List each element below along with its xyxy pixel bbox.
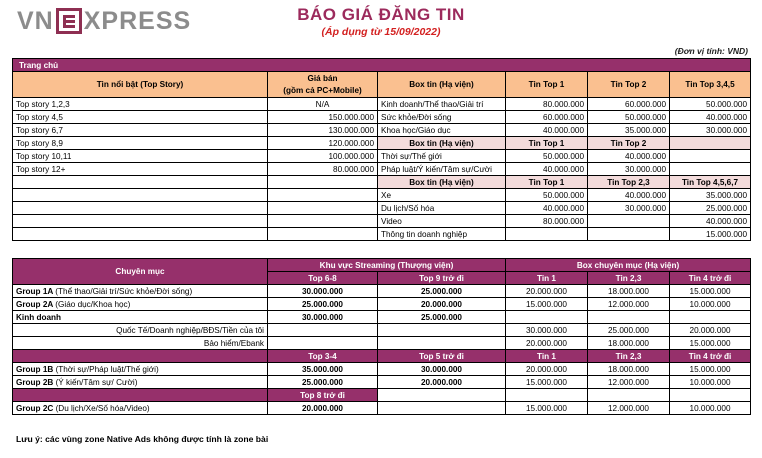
- subheader-3-tin23: [588, 389, 670, 402]
- table1-band-row: [13, 59, 751, 72]
- cell-box-tin-3: 15.000.000: [670, 337, 751, 350]
- cell-streaming-b: 25.000.000: [378, 311, 506, 324]
- cell-chuyen-muc: [13, 324, 268, 337]
- group-desc: (Giáo dục/Khoa học): [55, 299, 131, 309]
- cell-box-tin-3: 10.000.000: [670, 376, 751, 389]
- cell-chuyen-muc: [13, 298, 268, 311]
- cell-streaming-b: 25.000.000: [378, 285, 506, 298]
- cell-top-story: Top story 1,2,3: [13, 98, 268, 111]
- logo-e-icon: [56, 8, 82, 34]
- category-pricing-table: [12, 258, 751, 415]
- cell-gia-ban: [268, 202, 378, 215]
- cell-tin-top-2: 40.000.000: [588, 189, 670, 202]
- cell-box-tin: Pháp luật/Ý kiến/Tâm sự/Cười: [378, 163, 506, 176]
- cell-top-story: Top story 4,5: [13, 111, 268, 124]
- cell-gia-ban: 150.000.000: [268, 111, 378, 124]
- subheader-box-tin: Box tin (Hạ viện): [378, 176, 506, 189]
- cell-streaming-a: 20.000.000: [268, 402, 378, 415]
- cell-tin-top-345: [670, 163, 751, 176]
- table-row: [13, 137, 751, 150]
- cell-chuyen-muc: [13, 285, 268, 298]
- header-chuyen-muc: Chuyên mục: [13, 259, 268, 285]
- cell-tin-top-1: 50.000.000: [506, 189, 588, 202]
- cell-tin-top-1: 40.000.000: [506, 163, 588, 176]
- header-tin-top-1: Tin Top 1: [506, 72, 588, 98]
- subheader-tin-top-rest: Tin Top 4,5,6,7: [670, 176, 751, 189]
- table-row: [13, 228, 751, 241]
- subheader-1-top68: Top 6-8: [268, 272, 378, 285]
- group-desc: (Thời sự/Pháp luật/Thế giới): [55, 364, 159, 374]
- cell-tin-top-2: [588, 215, 670, 228]
- table-row: [13, 98, 751, 111]
- page-subtitle: (Áp dụng từ 15/09/2022): [321, 26, 441, 39]
- cell-box-tin-1: 30.000.000: [506, 324, 588, 337]
- cell-gia-ban: [268, 228, 378, 241]
- cell-streaming-b: 20.000.000: [378, 376, 506, 389]
- cell-box-tin-1: 20.000.000: [506, 363, 588, 376]
- header-gia-ban-line1: Giá bán: [268, 72, 378, 85]
- cell-tin-top-2: 40.000.000: [588, 150, 670, 163]
- group-desc: (Du lịch/Xe/Số hóa/Video): [55, 403, 150, 413]
- page-header: [0, 0, 762, 48]
- cell-box-tin-2: [588, 311, 670, 324]
- cell-box-tin: Xe: [378, 189, 506, 202]
- cell-tin-top-345: 35.000.000: [670, 189, 751, 202]
- logo-text-vn: VN: [17, 6, 54, 35]
- table1-body: [13, 98, 751, 241]
- group-name: Group 1B: [16, 364, 56, 374]
- header-tin-noi-bat: Tin nổi bật (Top Story): [13, 72, 268, 98]
- subheader-3-streaming-a: Top 8 trở đi: [268, 389, 378, 402]
- group-desc: Quốc Tế/Doanh nghiệp/BĐS/Tiền của tôi: [116, 325, 264, 335]
- table-row: [13, 376, 751, 389]
- group-name: Kinh doanh: [16, 312, 62, 322]
- cell-chuyen-muc: [13, 363, 268, 376]
- cell-streaming-b: [378, 324, 506, 337]
- cell-top-story: Top story 10,11: [13, 150, 268, 163]
- cell-top-story: Top story 12+: [13, 163, 268, 176]
- subheader-tin-top-1: Tin Top 1: [506, 137, 588, 150]
- cell-streaming-a: 35.000.000: [268, 363, 378, 376]
- cell-tin-top-1: 40.000.000: [506, 124, 588, 137]
- subheader-2-streaming-a: Top 3-4: [268, 350, 378, 363]
- table2-group-header-row: [13, 259, 751, 272]
- cell-box-tin-2: 12.000.000: [588, 376, 670, 389]
- subheader-2-tin23: Tin 2,3: [588, 350, 670, 363]
- cell-tin-top-2: 60.000.000: [588, 98, 670, 111]
- cell-streaming-b: 30.000.000: [378, 363, 506, 376]
- cell-gia-ban: 100.000.000: [268, 150, 378, 163]
- cell-top-story: [13, 176, 268, 189]
- cell-chuyen-muc: [13, 402, 268, 415]
- cell-streaming-a: 25.000.000: [268, 298, 378, 311]
- cell-streaming-a: 25.000.000: [268, 376, 378, 389]
- cell-tin-top-345: 50.000.000: [670, 98, 751, 111]
- cell-tin-top-1: [506, 228, 588, 241]
- cell-gia-ban: [268, 189, 378, 202]
- table-row: [13, 176, 751, 189]
- band-title-trang-chu: Trang chủ: [13, 59, 751, 72]
- table-row: [13, 324, 751, 337]
- cell-chuyen-muc: [13, 311, 268, 324]
- cell-tin-top-1: 80.000.000: [506, 98, 588, 111]
- cell-box-tin: Kinh doanh/Thể thao/Giải trí: [378, 98, 506, 111]
- group-name: Group 2C: [16, 403, 56, 413]
- header-box-tin: Box tin (Hạ viện): [378, 72, 506, 98]
- unit-note: (Đơn vị tính: VND): [674, 46, 748, 56]
- cell-box-tin-3: 20.000.000: [670, 324, 751, 337]
- subheader-tin-top-2: Tin Top 2: [588, 137, 670, 150]
- subheader-1-tin1: Tin 1: [506, 272, 588, 285]
- cell-top-story: [13, 228, 268, 241]
- table-row: [13, 337, 751, 350]
- cell-tin-top-345: 40.000.000: [670, 215, 751, 228]
- cell-tin-top-345: 25.000.000: [670, 202, 751, 215]
- table1-header-row: [13, 72, 751, 85]
- table-row: [13, 298, 751, 311]
- header-box-chuyen-muc: Box chuyên mục (Hạ viện): [506, 259, 751, 272]
- cell-box-tin: Sức khỏe/Đời sống: [378, 111, 506, 124]
- cell-tin-top-1: 60.000.000: [506, 111, 588, 124]
- subheader-spacer: [13, 389, 268, 402]
- cell-gia-ban: N/A: [268, 98, 378, 111]
- cell-chuyen-muc: [13, 337, 268, 350]
- cell-tin-top-2: 30.000.000: [588, 163, 670, 176]
- cell-box-tin-1: 20.000.000: [506, 337, 588, 350]
- cell-streaming-a: [268, 337, 378, 350]
- subheader-2-streaming-b: Top 5 trở đi: [378, 350, 506, 363]
- table-row: [13, 202, 751, 215]
- subheader-tin-top-2: Tin Top 2,3: [588, 176, 670, 189]
- subheader-3-streaming-b: [378, 389, 506, 402]
- cell-box-tin: Thời sự/Thế giới: [378, 150, 506, 163]
- header-tin-top-2: Tin Top 2: [588, 72, 670, 98]
- cell-streaming-b: 20.000.000: [378, 298, 506, 311]
- table-row: [13, 215, 751, 228]
- cell-top-story: Top story 8,9: [13, 137, 268, 150]
- cell-gia-ban: 80.000.000: [268, 163, 378, 176]
- cell-box-tin-3: [670, 311, 751, 324]
- cell-gia-ban: 120.000.000: [268, 137, 378, 150]
- cell-box-tin-1: 15.000.000: [506, 376, 588, 389]
- cell-tin-top-2: 30.000.000: [588, 202, 670, 215]
- subheader-1-tin23: Tin 2,3: [588, 272, 670, 285]
- cell-chuyen-muc: [13, 376, 268, 389]
- cell-box-tin: Khoa học/Giáo dục: [378, 124, 506, 137]
- cell-tin-top-345: 30.000.000: [670, 124, 751, 137]
- table-row: [13, 163, 751, 176]
- cell-tin-top-2: 50.000.000: [588, 111, 670, 124]
- cell-top-story: Top story 6,7: [13, 124, 268, 137]
- cell-streaming-b: [378, 337, 506, 350]
- cell-gia-ban: [268, 215, 378, 228]
- cell-streaming-b: [378, 402, 506, 415]
- subheader-spacer: [13, 350, 268, 363]
- cell-box-tin-2: 18.000.000: [588, 285, 670, 298]
- table2-body: [13, 285, 751, 415]
- cell-top-story: [13, 202, 268, 215]
- table2-subheader-row: [13, 350, 751, 363]
- table-row: [13, 311, 751, 324]
- subheader-2-tin1: Tin 1: [506, 350, 588, 363]
- group-desc: (Ý kiến/Tâm sự/ Cười): [55, 377, 138, 387]
- logo-text-xpress: XPRESS: [83, 6, 192, 35]
- cell-tin-top-345: 15.000.000: [670, 228, 751, 241]
- subheader-box-tin: Box tin (Hạ viện): [378, 137, 506, 150]
- cell-top-story: [13, 215, 268, 228]
- cell-top-story: [13, 189, 268, 202]
- cell-tin-top-1: 80.000.000: [506, 215, 588, 228]
- group-name: Group 1A: [16, 286, 56, 296]
- cell-streaming-a: 30.000.000: [268, 311, 378, 324]
- group-desc: Bảo hiểm/Ebank: [203, 338, 264, 348]
- subheader-2-tin4: Tin 4 trở đi: [670, 350, 751, 363]
- table-row: [13, 363, 751, 376]
- header-khu-vuc-streaming: Khu vực Streaming (Thượng viện): [268, 259, 506, 272]
- subheader-1-tin4: Tin 4 trở đi: [670, 272, 751, 285]
- table-row: [13, 111, 751, 124]
- cell-box-tin-1: 15.000.000: [506, 298, 588, 311]
- cell-box-tin-3: 15.000.000: [670, 363, 751, 376]
- cell-streaming-a: [268, 324, 378, 337]
- cell-gia-ban: 130.000.000: [268, 124, 378, 137]
- table-row: [13, 150, 751, 163]
- cell-tin-top-1: 50.000.000: [506, 150, 588, 163]
- cell-box-tin-3: 10.000.000: [670, 298, 751, 311]
- cell-box-tin: Thông tin doanh nghiệp: [378, 228, 506, 241]
- cell-box-tin-3: 10.000.000: [670, 402, 751, 415]
- subheader-3-tin4: [670, 389, 751, 402]
- page-title: BÁO GIÁ ĐĂNG TIN: [297, 5, 465, 24]
- cell-box-tin-1: 20.000.000: [506, 285, 588, 298]
- cell-box-tin: Du lịch/Số hóa: [378, 202, 506, 215]
- cell-gia-ban: [268, 176, 378, 189]
- group-name: Group 2A: [16, 299, 56, 309]
- cell-box-tin-1: [506, 311, 588, 324]
- cell-box-tin-2: 12.000.000: [588, 298, 670, 311]
- table-row: [13, 189, 751, 202]
- header-tin-top-345: Tin Top 3,4,5: [670, 72, 751, 98]
- cell-box-tin-3: 15.000.000: [670, 285, 751, 298]
- cell-box-tin-2: 25.000.000: [588, 324, 670, 337]
- group-name: Group 2B: [16, 377, 56, 387]
- cell-box-tin-2: 12.000.000: [588, 402, 670, 415]
- cell-tin-top-2: [588, 228, 670, 241]
- subheader-tin-top-1: Tin Top 1: [506, 176, 588, 189]
- table-row: [13, 285, 751, 298]
- table-row: [13, 402, 751, 415]
- homepage-pricing-table: [12, 58, 751, 241]
- table2-subheader-row: [13, 389, 751, 402]
- cell-box-tin-1: 15.000.000: [506, 402, 588, 415]
- cell-box-tin-2: 18.000.000: [588, 363, 670, 376]
- group-desc: (Thể thao/Giải trí/Sức khỏe/Đời sống): [55, 286, 193, 296]
- vnexpress-logo: [17, 6, 191, 36]
- cell-tin-top-345: 40.000.000: [670, 111, 751, 124]
- cell-box-tin-2: 18.000.000: [588, 337, 670, 350]
- header-gia-ban-line2: (gồm cả PC+Mobile): [268, 85, 378, 98]
- table-row: [13, 124, 751, 137]
- cell-tin-top-345: [670, 150, 751, 163]
- cell-box-tin: Video: [378, 215, 506, 228]
- cell-streaming-a: 30.000.000: [268, 285, 378, 298]
- cell-tin-top-1: 40.000.000: [506, 202, 588, 215]
- subheader-3-tin1: [506, 389, 588, 402]
- footnote: Lưu ý: các vùng zone Native Ads không được tính là zone bài: [16, 434, 269, 444]
- subheader-1-top9: Top 9 trở đi: [378, 272, 506, 285]
- cell-tin-top-2: 35.000.000: [588, 124, 670, 137]
- subheader-tin-top-rest: [670, 137, 751, 150]
